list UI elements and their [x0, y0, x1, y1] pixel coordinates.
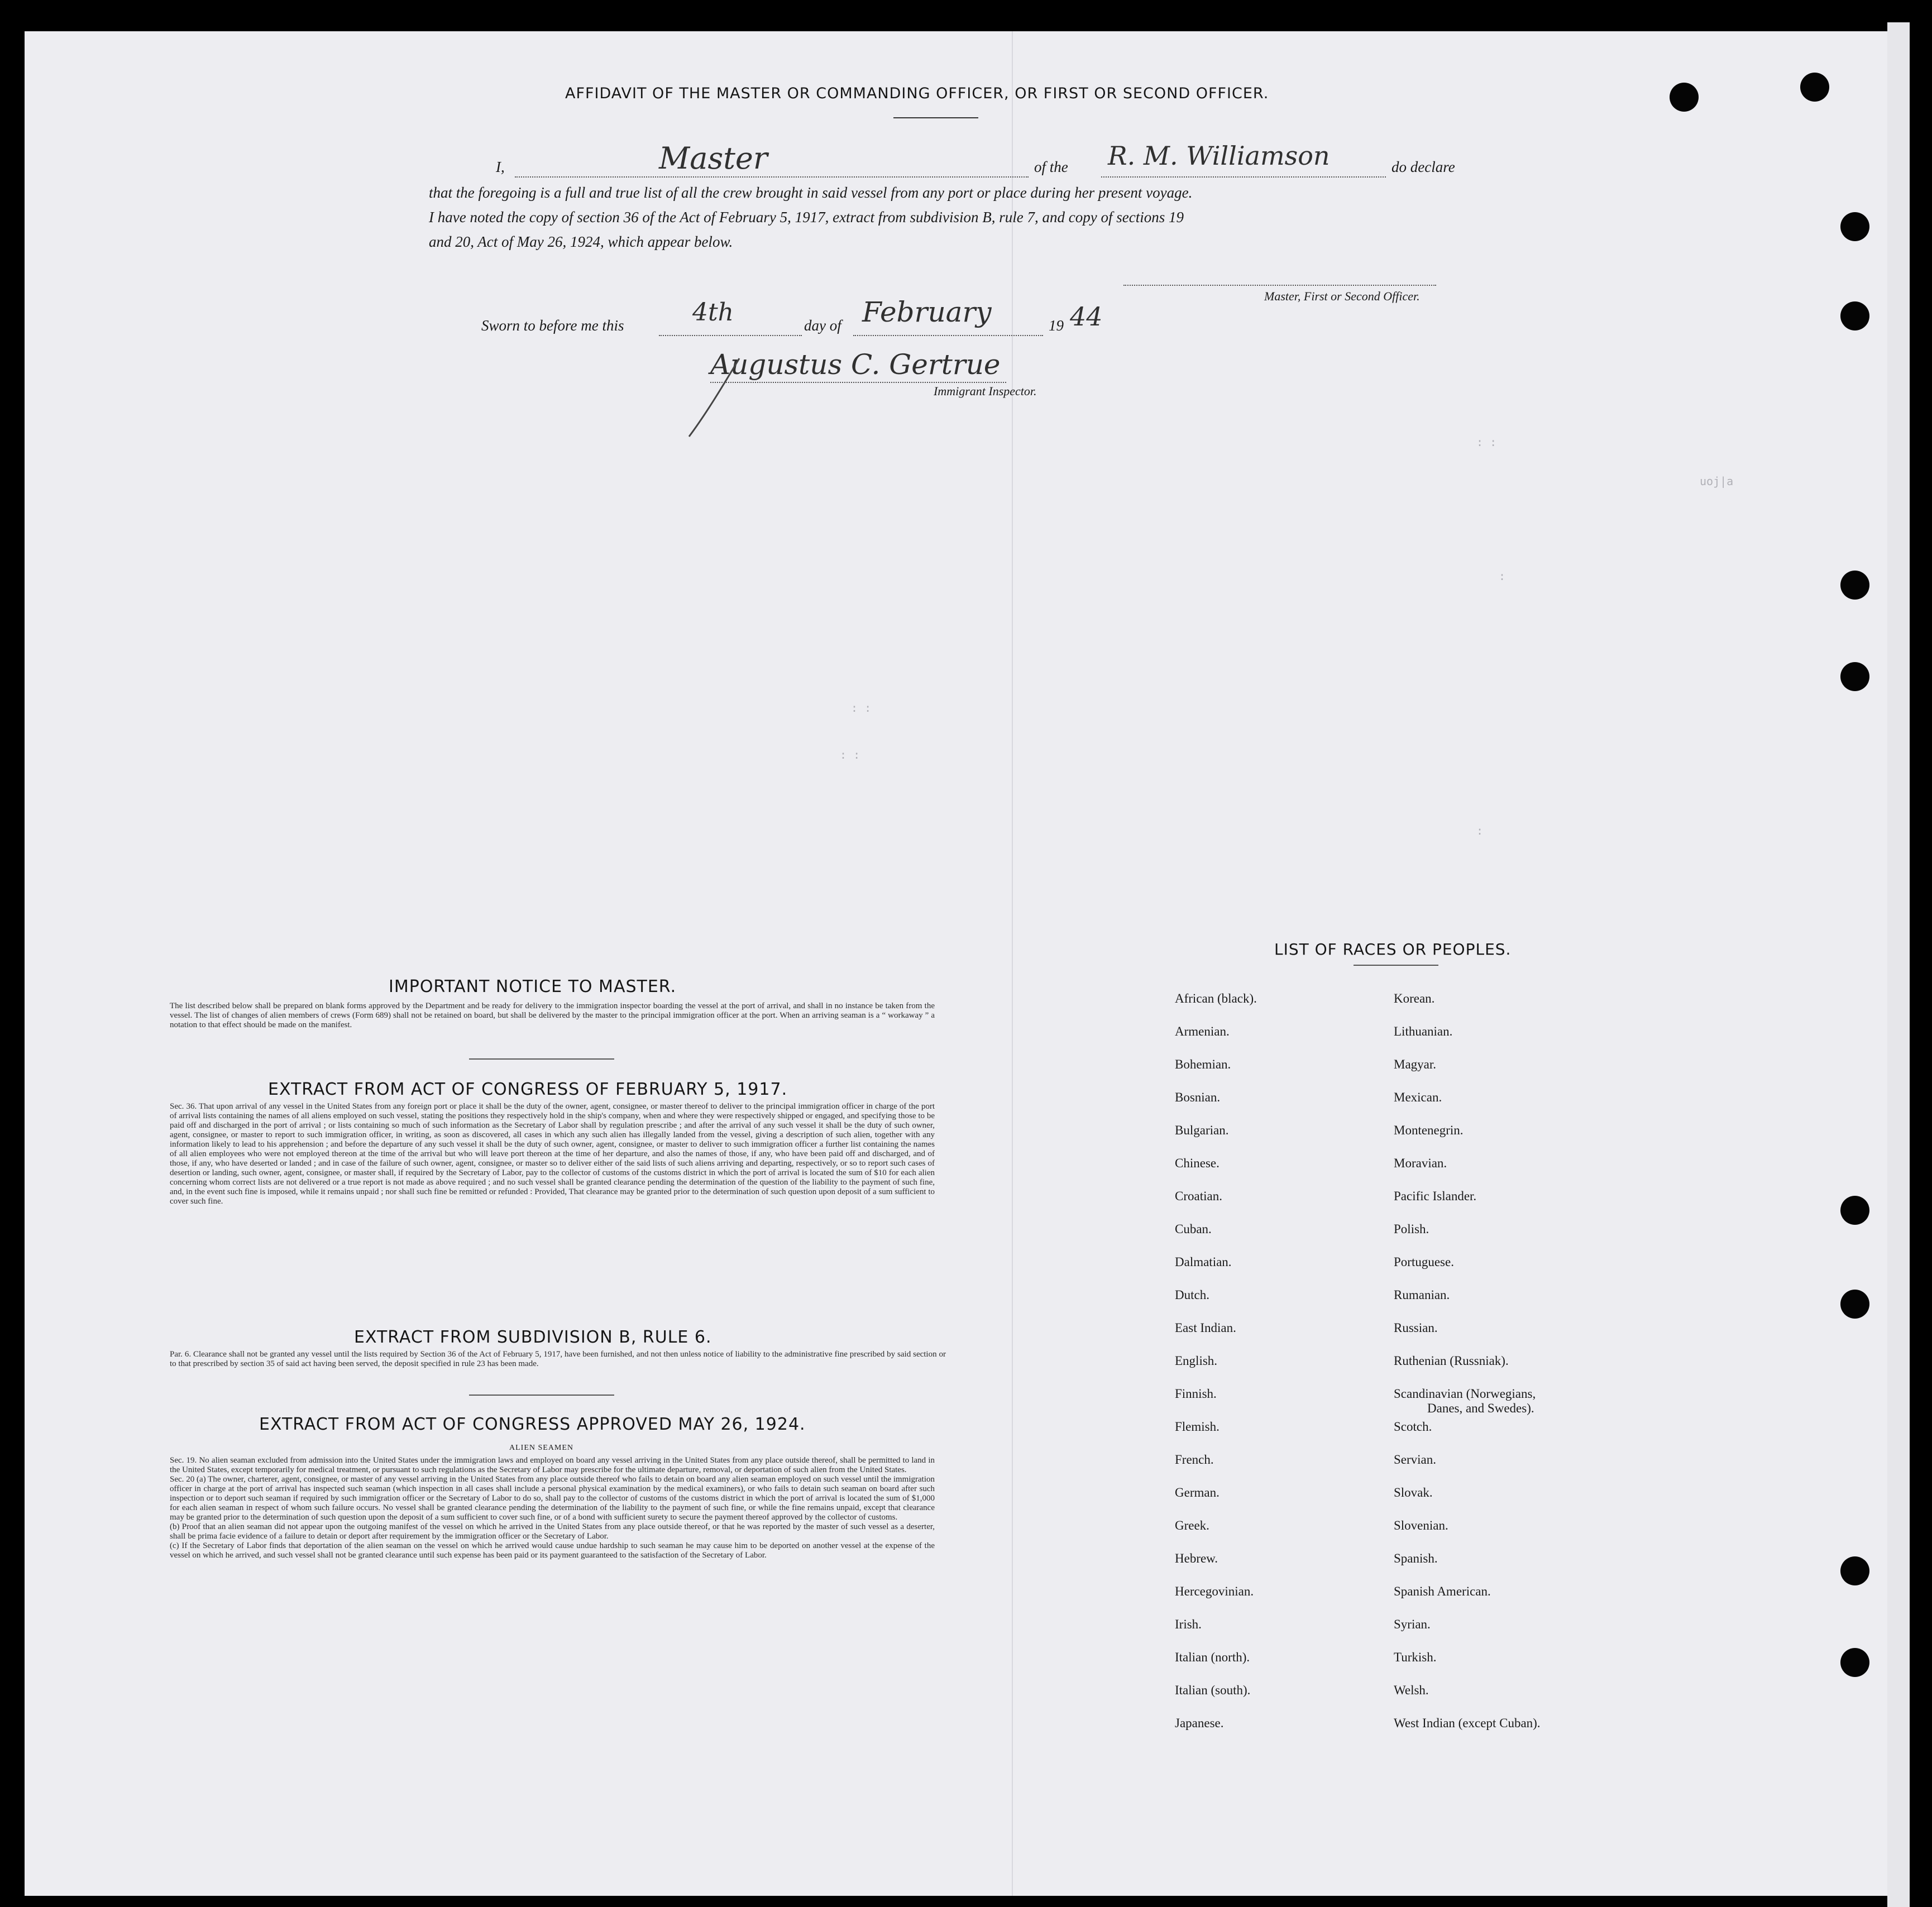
title-underline	[893, 117, 978, 118]
section-19-text: Sec. 19. No alien seaman excluded from admission into the United States under the immigration laws and employed on board any vessel arriving in the United States from any place outside thereof, shall be permitted to land in the United States, except temporarily for medical treatment, or pursuant to such regulations as the Secretary of Labor may prescribe for the ultimate departure, removal, or deportation of such alien from the United States.	[170, 1456, 935, 1474]
race-item: Japanese.	[1175, 1716, 1224, 1730]
race-item: Dutch.	[1175, 1288, 1209, 1302]
section-divider	[469, 1058, 614, 1060]
race-item: Korean.	[1394, 991, 1435, 1005]
section-20c-text: (c) If the Secretary of Labor finds that deportation of the alien seaman on the vessel on which he arrived would cause undue hardship to such seaman he may cause him to be deported on another vessel at the expense of the vessel on which he arrived, and such vessel shall not be granted clearance until such expense has been paid or its payment guaranteed to the satisfaction of the Secretary of Labor.	[170, 1541, 935, 1560]
race-item: Bulgarian.	[1175, 1123, 1229, 1137]
races-title: LIST OF RACES OR PEOPLES.	[1274, 940, 1512, 959]
punch-hole	[1840, 571, 1869, 600]
handwritten-year: 44	[1070, 301, 1103, 332]
race-item: English.	[1175, 1354, 1218, 1368]
race-item: Lithuanian.	[1394, 1024, 1453, 1038]
adjacent-page-edge	[1887, 22, 1910, 1907]
race-item: Hebrew.	[1175, 1551, 1218, 1565]
handwritten-day: 4th	[692, 298, 734, 327]
sworn-prefix: Sworn to before me this	[481, 317, 624, 334]
officer-signature-line	[1123, 285, 1436, 286]
race-item: Hercegovinian.	[1175, 1584, 1254, 1598]
race-item: Syrian.	[1394, 1617, 1431, 1631]
punch-hole	[1840, 1290, 1869, 1319]
month-line	[853, 335, 1043, 336]
race-item: Chinese.	[1175, 1156, 1220, 1170]
punch-hole	[1840, 662, 1869, 691]
day-line	[659, 335, 802, 336]
race-item: Spanish American.	[1394, 1584, 1491, 1598]
subdivision-b-title: EXTRACT FROM SUBDIVISION B, RULE 6.	[354, 1328, 712, 1347]
race-item: Portuguese.	[1394, 1255, 1454, 1269]
race-item: Scandinavian (Norwegians,	[1394, 1387, 1536, 1401]
affidavit-line-4: and 20, Act of May 26, 1924, which appear below.	[429, 233, 733, 250]
race-item: Irish.	[1175, 1617, 1202, 1631]
punch-hole	[1800, 73, 1829, 102]
race-item: Armenian.	[1175, 1024, 1230, 1038]
handwritten-vessel: R. M. Williamson	[1108, 141, 1330, 171]
bleed-through-mark: :	[1476, 824, 1484, 837]
subdivision-b-text: Par. 6. Clearance shall not be granted any vessel until the lists required by Section 36 of the Act of February 5, 1917, have been furnished, and not then unless notice of liability to the administrative fine prescribed by said section or to that prescribed by section 35 of said act having been served, the deposit specified in rule 23 has been made.	[170, 1350, 946, 1368]
race-item: Italian (south).	[1175, 1683, 1251, 1697]
race-item: Greek.	[1175, 1518, 1209, 1532]
notice-text: The list described below shall be prepared on blank forms approved by the Department and be ready for delivery to the immigration inspector boarding the vessel at the port of arrival, and shall in no instance be taken from the vessel. The list of changes of alien members of crews (Form 689) shall not be retained on board, but shall be delivered by the master to the principal immigration officer at the port. When an arriving seaman is a “ workaway ” a notation to that effect should be made on the manifest.	[170, 1002, 935, 1029]
section-divider	[469, 1395, 614, 1396]
alien-seamen-subtitle: ALIEN SEAMEN	[509, 1444, 574, 1452]
race-item: West Indian (except Cuban).	[1394, 1716, 1541, 1730]
race-item: Russian.	[1394, 1321, 1438, 1335]
handwritten-name: Master	[659, 141, 768, 176]
race-item: Rumanian.	[1394, 1288, 1450, 1302]
races-left-column	[1175, 991, 1387, 1749]
section-20b-text: (b) Proof that an alien seaman did not appear upon the outgoing manifest of the vessel on which he arrived in the United States from any place outside thereof, or that he was reported by the master of such vessel as a deserter, shall be prima facie evidence of a failure to detain or deport after requirement by the immigration officer or the Secretary of Labor.	[170, 1522, 935, 1541]
name-line	[515, 176, 1029, 178]
of-the-label: of the	[1034, 159, 1068, 175]
handwritten-month: February	[862, 296, 992, 328]
race-item: Montenegrin.	[1394, 1123, 1464, 1137]
race-item: Croatian.	[1175, 1189, 1222, 1203]
race-item: East Indian.	[1175, 1321, 1236, 1335]
bleed-through-mark: : :	[840, 748, 860, 761]
vessel-line	[1101, 176, 1386, 178]
punch-hole	[1840, 212, 1869, 241]
race-item: Scotch.	[1394, 1420, 1432, 1434]
punch-hole	[1840, 1648, 1869, 1677]
affidavit-line-2: that the foregoing is a full and true list of all the crew brought in said vessel from any port or place during her present voyage.	[429, 184, 1193, 201]
affidavit-prefix: I,	[496, 159, 505, 175]
affidavit-title: AFFIDAVIT OF THE MASTER OR COMMANDING OFFICER, OR FIRST OR SECOND OFFICER.	[565, 85, 1269, 102]
affidavit-line-3: I have noted the copy of section 36 of the Act of February 5, 1917, extract from subdivision B, rule 7, and copy of sections 19	[429, 209, 1184, 226]
race-item: Slovak.	[1394, 1486, 1433, 1499]
race-item: Slovenian.	[1394, 1518, 1448, 1532]
bleed-through-mark: uoj|a	[1700, 475, 1734, 488]
inspector-line	[710, 382, 1006, 383]
race-item: French.	[1175, 1453, 1214, 1467]
race-item: Servian.	[1394, 1453, 1437, 1467]
officer-label: Master, First or Second Officer.	[1264, 289, 1420, 303]
bleed-through-mark: : :	[1476, 435, 1497, 449]
extract-1917-title: EXTRACT FROM ACT OF CONGRESS OF FEBRUARY 5, 1917.	[268, 1080, 788, 1099]
race-item: German.	[1175, 1486, 1220, 1499]
notice-title: IMPORTANT NOTICE TO MASTER.	[389, 977, 677, 996]
race-item: African (black).	[1175, 991, 1257, 1005]
punch-hole	[1840, 301, 1869, 330]
extract-1924-body	[170, 1456, 935, 1560]
do-declare-label: do declare	[1391, 159, 1455, 175]
race-item: Finnish.	[1175, 1387, 1217, 1401]
race-item: Bohemian.	[1175, 1057, 1231, 1071]
punch-hole	[1840, 1556, 1869, 1585]
document-page	[25, 31, 1887, 1896]
page-fold	[1012, 31, 1013, 1896]
punch-hole	[1840, 1196, 1869, 1225]
day-of-label: day of	[804, 317, 841, 334]
race-item: Moravian.	[1394, 1156, 1447, 1170]
race-item: Pacific Islander.	[1394, 1189, 1477, 1203]
race-item: Dalmatian.	[1175, 1255, 1232, 1269]
race-item: Mexican.	[1394, 1090, 1442, 1104]
bleed-through-mark: : :	[851, 701, 872, 715]
extract-1917-text: Sec. 36. That upon arrival of any vessel in the United States from any foreign port or place it shall be the duty of the owner, agent, consignee, or master thereof to deliver to the principal immigration officer in charge of the port of arrival lists containing the names of all aliens employed on such vessel, stating the positions they respectively hold in the ship's company, when and where they were respectively shipped or engaged, and specifying those to be paid off and discharged in the port of arrival ; or lists containing so much of such information as the Secretary of Labor shall by regulation prescribe ; and after the arrival of any such vessel it shall be the duty of such owner, agent, consignee, or master to report to such immigration officer, in writing, as soon as discovered, all cases in which any such alien has illegally landed from the vessel, giving a description of such alien, together with any information likely to lead to his apprehension ; and before the departure of any such vessel it shall be the duty of such owner, agent, consignee, or master to deliver to such immigration officer a further list containing the names of all alien employees who were not employed thereon at the time of the arrival but who will leave port thereon at the time of her departure, and also the names of those, if any, who have been paid off and discharged, and of those, if any, who have deserted or landed ; and in case of the failure of such owner, agent, consignee, or master so to deliver either of the said lists of such aliens arriving and departing, respectively, or so to report such cases of desertion or landing, such owner, agent, consignee, or master shall, if required by the Secretary of Labor, pay to the collector of customs of the customs district in which the port of arrival is located the sum of $10 for each alien concerning whom correct lists are not delivered or a true report is not made as above required ; and no such vessel shall be granted clearance pending the determination of the question of the liability to the payment of such fine, and, in the event such fine is imposed, while it remains unpaid ; nor shall such fine be remitted or refunded : Provided, That clearance may be granted prior to the determination of such question upon deposit of a sum sufficient to cover such fine.	[170, 1102, 935, 1206]
races-right-column	[1394, 991, 1628, 1749]
race-item-continuation: Danes, and Swedes).	[1427, 1401, 1534, 1415]
race-item: Magyar.	[1394, 1057, 1437, 1071]
extract-1924-title: EXTRACT FROM ACT OF CONGRESS APPROVED MAY 26, 1924.	[259, 1415, 806, 1434]
race-item: Welsh.	[1394, 1683, 1429, 1697]
race-item: Spanish.	[1394, 1551, 1438, 1565]
race-item: Italian (north).	[1175, 1650, 1250, 1664]
inspector-label: Immigrant Inspector.	[934, 384, 1037, 398]
year-prefix: 19	[1049, 317, 1064, 334]
section-20a-text: Sec. 20 (a) The owner, charterer, agent, consignee, or master of any vessel arriving in the United States from any place outside thereof who fails to detain on board any alien seaman employed on such vessel until the immigration officer in charge at the port of arrival has inspected such seaman (which inspection in all cases shall include a personal physical examination by the medical examiners), or who fails to detain such seaman on board after such inspection or to deport such seaman if required by such immigration officer or the Secretary of Labor to do so, shall pay to the collector of customs of the customs district in which the port of arrival is located the sum of $1,000 for each alien seaman in respect of whom such failure occurs. No vessel shall be granted clearance pending the determination of the liability to the payment of such fine, or while the fine remains unpaid, except that clearance may be granted prior to the determination of such question upon the deposit of a sum sufficient to cover such fine, or of a bond with sufficient surety to secure the payment thereof approved by the collector of customs.	[170, 1475, 935, 1522]
race-item: Bosnian.	[1175, 1090, 1221, 1104]
race-item: Cuban.	[1175, 1222, 1212, 1236]
signature-flourish	[683, 353, 750, 442]
race-item: Turkish.	[1394, 1650, 1437, 1664]
race-item: Ruthenian (Russniak).	[1394, 1354, 1509, 1368]
race-item: Flemish.	[1175, 1420, 1220, 1434]
race-item: Polish.	[1394, 1222, 1429, 1236]
race-item-multiline	[1394, 1387, 1628, 1420]
punch-hole	[1670, 83, 1699, 112]
bleed-through-mark: :	[1499, 569, 1506, 583]
races-title-underline	[1354, 965, 1438, 966]
inspector-signature: Augustus C. Gertrue	[710, 348, 1001, 381]
